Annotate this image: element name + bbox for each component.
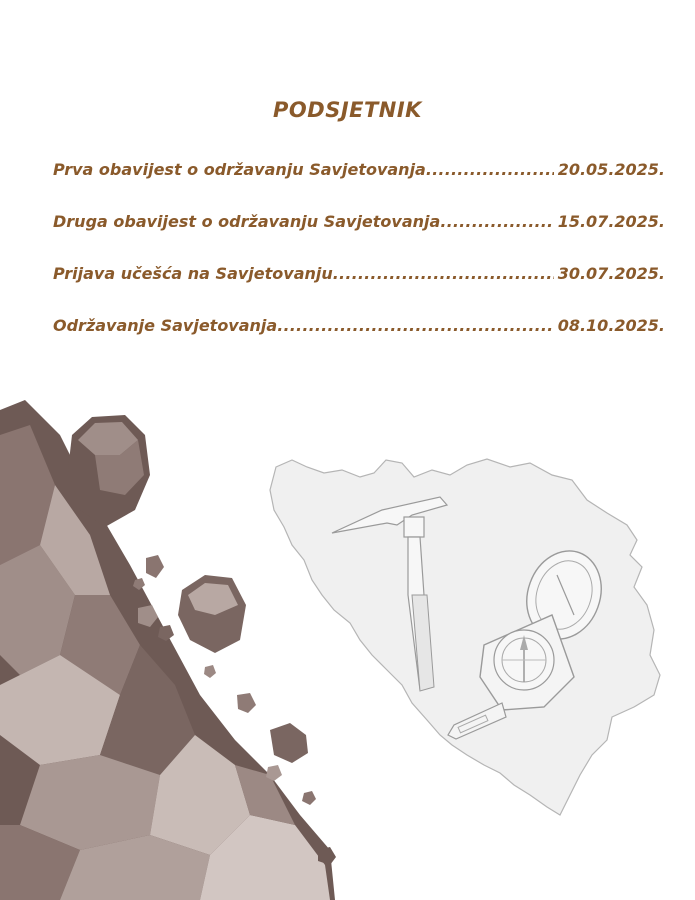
reminder-item xyxy=(53,212,665,238)
reminder-item-label: Prijava učešća na Savjetovanju xyxy=(53,264,333,283)
reminder-item xyxy=(53,264,665,290)
reminder-item xyxy=(53,316,665,342)
reminder-item-date: 15.07.2025. xyxy=(557,212,665,231)
reminder-item-label: Održavanje Savjetovanja xyxy=(53,316,278,335)
dot-leader xyxy=(333,264,554,283)
dot-leader xyxy=(277,316,554,335)
map-illustration xyxy=(262,455,674,820)
dot-leader xyxy=(440,212,553,231)
boulder-icon xyxy=(178,575,246,653)
boulder-icon xyxy=(68,415,150,527)
reminder-item-date: 30.07.2025. xyxy=(557,264,665,283)
reminder-item-date: 20.05.2025. xyxy=(557,160,665,179)
dot-leader xyxy=(426,160,554,179)
reminder-item-label: Prva obavijest o održavanju Savjetovanja xyxy=(53,160,426,179)
reminder-item xyxy=(53,160,665,186)
reminder-item-label: Druga obavijest o održavanju Savjetovanja xyxy=(53,212,441,231)
reminder-item-date: 08.10.2025. xyxy=(557,316,665,335)
map-outline-icon xyxy=(270,459,660,815)
page-title: PODSJETNIK xyxy=(273,98,422,122)
